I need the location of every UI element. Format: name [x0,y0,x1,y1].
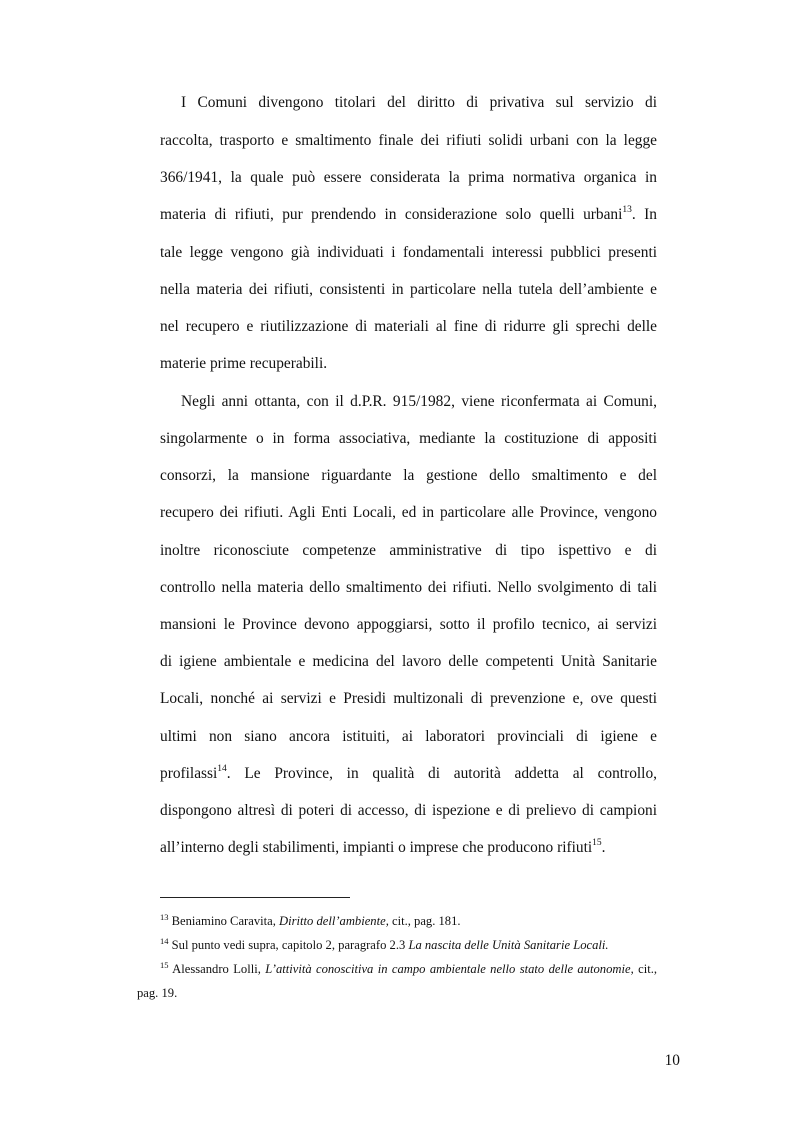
footnote-ref[interactable]: 15 [592,838,602,848]
body-line: nel recupero e riutilizzazione di materiali al fine di ridurre gli sprechi delle [160,318,657,335]
footnote-title: La nascita delle Unità Sanitarie Locali. [408,938,609,952]
footnote-text: cit., [633,962,657,976]
footnote-ref[interactable]: 14 [217,764,227,774]
footnote-15-continuation: pag. 19. [137,986,178,1000]
body-line: recupero dei rifiuti. Agli Enti Locali, ed in particolare alle Province, vengono [160,504,657,521]
body-line: materie prime recuperabili. [160,355,328,372]
body-line: I Comuni divengono titolari del diritto di privativa sul servizio di [181,94,657,111]
body-line: di igiene ambientale e medicina del lavoro delle competenti Unità Sanitarie [160,653,657,670]
footnote-number: 14 [160,936,169,946]
footnote-title: Diritto dell’ambiente, [279,914,389,928]
body-text: profilassi [160,765,218,782]
footnote-number: 15 [160,960,169,970]
body-text: materia di rifiuti, pur prendendo in considerazione solo quelli urbani [160,206,623,223]
body-line: singolarmente o in forma associativa, mediante la costituzione di appositi [160,430,657,447]
body-text: all’interno degli stabilimenti, impianti o imprese che producono rifiuti [160,839,593,856]
footnote-15 [160,961,657,977]
footnote-title: L’attività conoscitiva in campo ambientale nello stato delle autonomie, [265,962,634,976]
footnote-separator [160,897,350,898]
footnote-ref[interactable]: 13 [622,205,632,215]
body-line: ultimi non siano ancora istituiti, ai laboratori provinciali di igiene e [160,728,657,745]
footnote-text: Sul punto vedi supra, capitolo 2, paragrafo 2.3 [168,938,409,952]
body-line: 366/1941, la quale può essere considerata la prima normativa organica in [160,169,657,186]
footnote-number: 13 [160,912,169,922]
body-line [160,838,657,858]
body-line: Negli anni ottanta, con il d.P.R. 915/1982, viene riconfermata ai Comuni, [181,393,657,410]
body-text: . Le Province, in qualità di autorità addetta al controllo, [226,765,657,782]
footnote-text: cit., pag. 181. [388,914,461,928]
body-line: consorzi, la mansione riguardante la gestione dello smaltimento e del [160,467,657,484]
body-line: controllo nella materia dello smaltimento dei rifiuti. Nello svolgimento di tali [160,579,657,596]
body-line: Locali, nonché ai servizi e Presidi multizonali di prevenzione e, ove questi [160,690,657,707]
body-line: mansioni le Province devono appoggiarsi, sotto il profilo tecnico, ai servizi [160,616,657,633]
body-line: dispongono altresì di poteri di accesso, di ispezione e di prelievo di campioni [160,802,657,819]
body-line [160,205,657,225]
body-text: . In [631,206,657,223]
body-line: tale legge vengono già individuati i fondamentali interessi pubblici presenti [160,244,657,261]
footnote-text: Beniamino Caravita, [168,914,280,928]
page-number: 10 [664,1052,680,1069]
footnote-14 [160,937,657,953]
body-line [160,764,657,784]
footnote-13 [160,913,657,929]
footnote-text: Alessandro Lolli, [168,962,266,976]
body-line: raccolta, trasporto e smaltimento finale dei rifiuti solidi urbani con la legge [160,132,657,149]
body-line: nella materia dei rifiuti, consistenti in particolare nella tutela dell’ambiente e [160,281,657,298]
body-line: inoltre riconosciute competenze amministrative di tipo ispettivo e di [160,542,657,559]
body-text: . [601,839,606,856]
